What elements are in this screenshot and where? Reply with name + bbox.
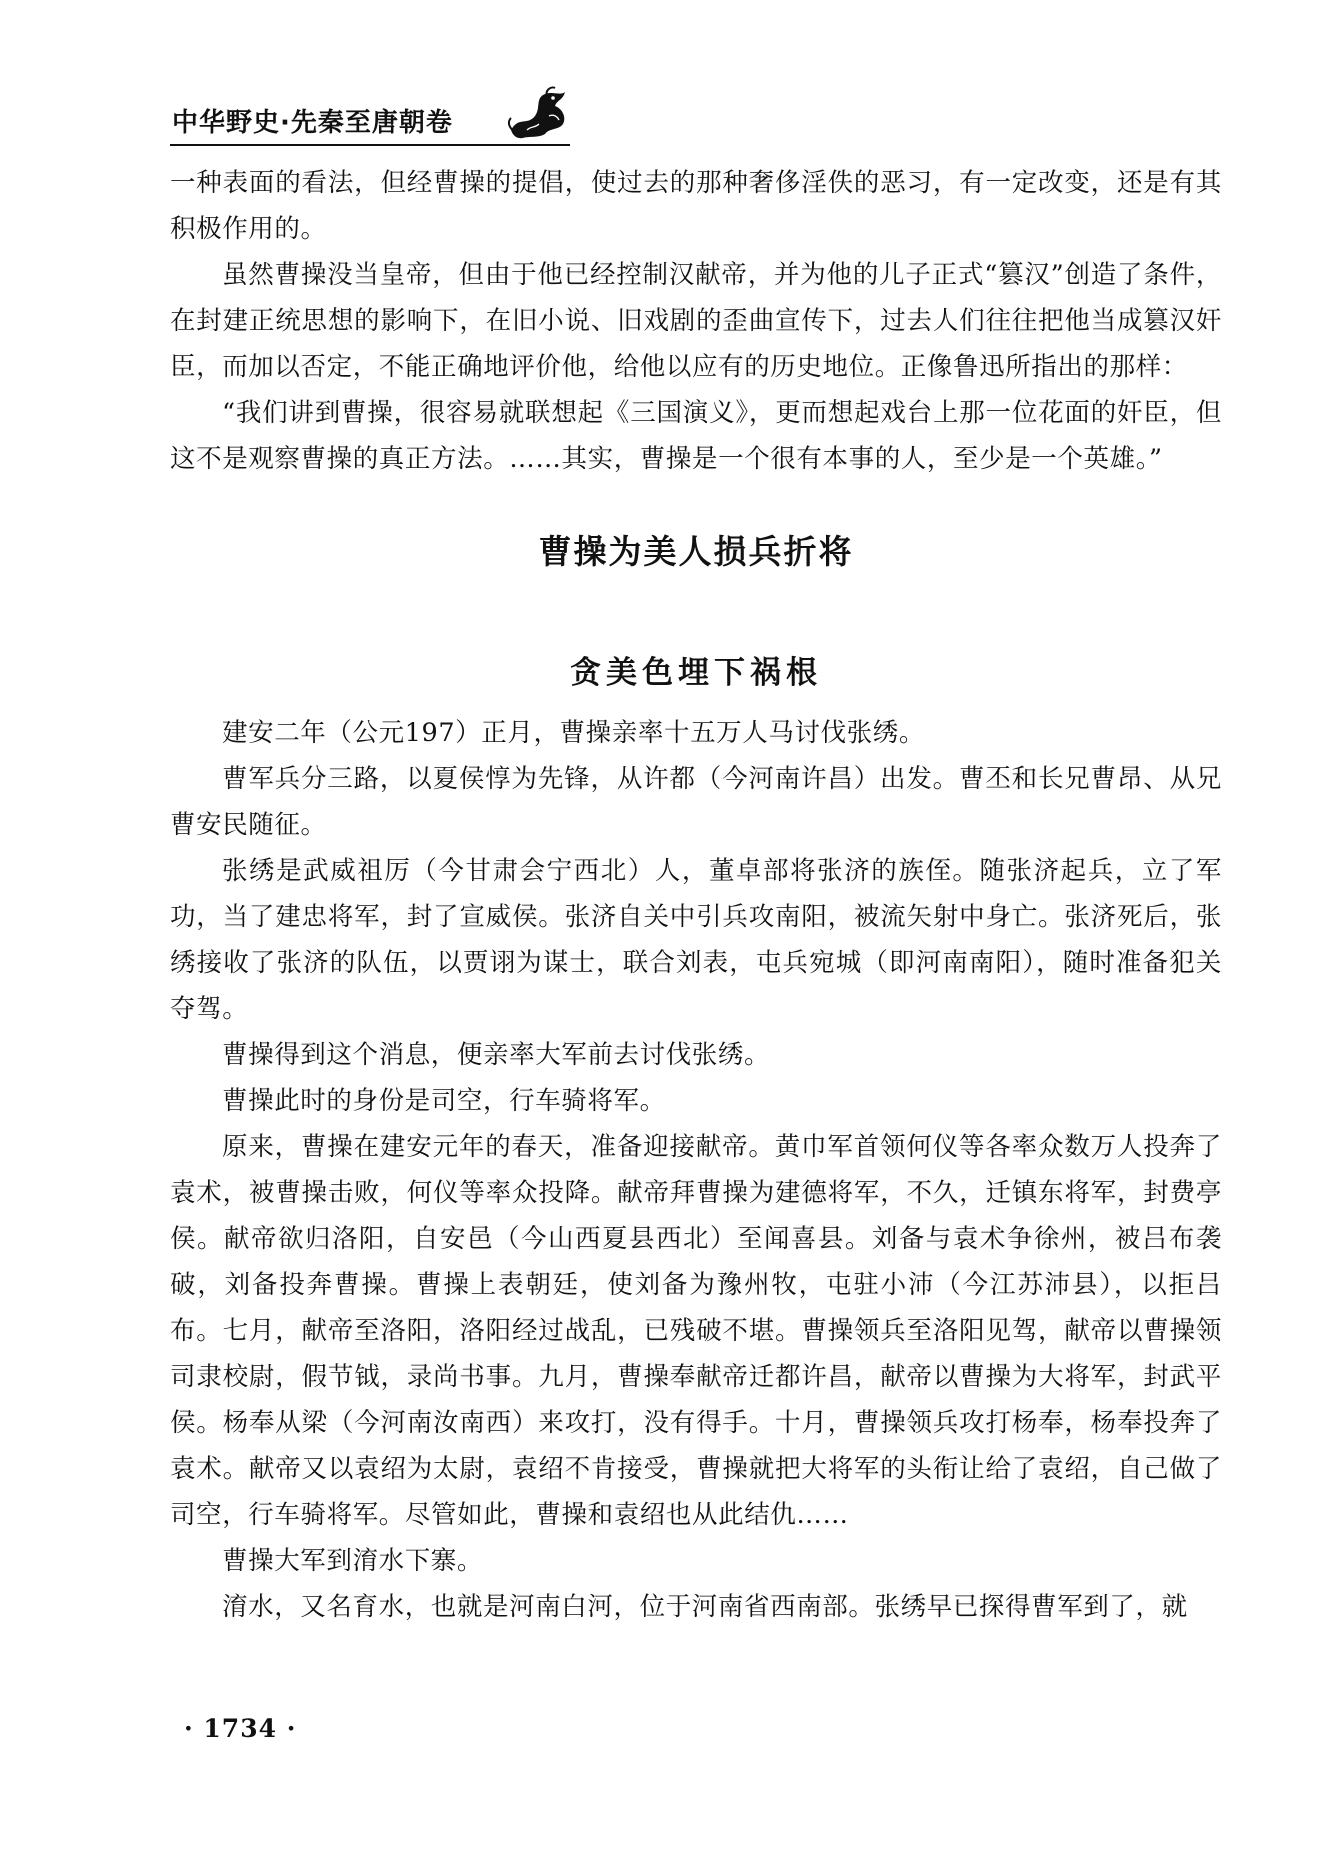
paragraph: 曹操得到这个消息，便亲率大军前去讨伐张绣。 <box>222 1040 771 1070</box>
header-rule <box>170 144 570 146</box>
paragraph: 曹操此时的身份是司空，行车骑将军。 <box>222 1086 666 1116</box>
paragraph: 一种表面的看法，但经曹操的提倡，使过去的那种奢侈淫佚的恶习，有一定改变，还是有其积极作用的。 <box>170 168 1222 244</box>
book-title: 中华野史·先秦至唐朝卷 <box>172 108 453 138</box>
paragraph: 曹操大军到淯水下寨。 <box>222 1546 484 1576</box>
paragraph: 原来，曹操在建安元年的春天，准备迎接献帝。黄巾军首领何仪等各率众数万人投奔了袁术，被曹操击败，何仪等率众投降。献帝拜曹操为建德将军，不久，迁镇东将军，封费亭侯。献帝欲归洛阳，自安邑（今山西夏县西北）至闻喜县。刘备与袁术争徐州，被吕布袭破，刘备投奔曹操。曹操上表朝廷，使刘备为豫州牧，屯驻小沛（今江苏沛县），以拒吕布。七月，献帝至洛阳，洛阳经过战乱，已残破不堪。曹操领兵至洛阳见驾，献帝以曹操领司隶校尉，假节钺，录尚书事。九月，曹操奉献帝迁都许昌，献帝以曹操为大将军，封武平侯。杨奉从梁（今河南汝南西）来攻打，没有得手。十月，曹操领兵攻打杨奉，杨奉投奔了袁术。献帝又以袁绍为太尉，袁绍不肯接受，曹操就把大将军的头衔让给了袁绍，自己做了司空，行车骑将军。尽管如此，曹操和袁绍也从此结仇…… <box>170 1132 1222 1530</box>
paragraph: 虽然曹操没当皇帝，但由于他已经控制汉献帝，并为他的儿子正式“篡汉”创造了条件，在封建正统思想的影响下，在旧小说、旧戏剧的歪曲宣传下，过去人们往往把他当成篡汉奸臣，而加以否定，不能正确地评价他，给他以应有的历史地位。正像鲁迅所指出的那样： <box>170 260 1222 382</box>
paragraph: 淯水，又名育水，也就是河南白河，位于河南省西南部。张绣早已探得曹军到了，就 <box>222 1592 1188 1622</box>
dragon-emblem-icon <box>505 86 573 142</box>
section-title: 贪美色埋下祸根 <box>570 655 822 691</box>
paragraph: 张绣是武威祖厉（今甘肃会宁西北）人，董卓部将张济的族侄。随张济起兵，立了军功，当了建忠将军，封了宣威侯。张济自关中引兵攻南阳，被流矢射中身亡。张济死后，张绣接收了张济的队伍，以贾诩为谋士，联合刘表，屯兵宛城（即河南南阳），随时准备犯关夺驾。 <box>170 856 1222 1024</box>
paragraph: 曹军兵分三路，以夏侯惇为先锋，从许都（今河南许昌）出发。曹丕和长兄曹昂、从兄曹安民随征。 <box>170 764 1222 840</box>
page-number: · 1734 · <box>184 1714 297 1743</box>
paragraph: 建安二年（公元197）正月，曹操亲率十五万人马讨伐张绣。 <box>222 718 925 748</box>
quote-paragraph: “我们讲到曹操，很容易就联想起《三国演义》，更而想起戏台上那一位花面的奸臣，但这不是观察曹操的真正方法。……其实，曹操是一个很有本事的人，至少是一个英雄。” <box>170 398 1222 474</box>
chapter-title: 曹操为美人损兵折将 <box>538 532 854 571</box>
page-content <box>170 160 1222 1630</box>
